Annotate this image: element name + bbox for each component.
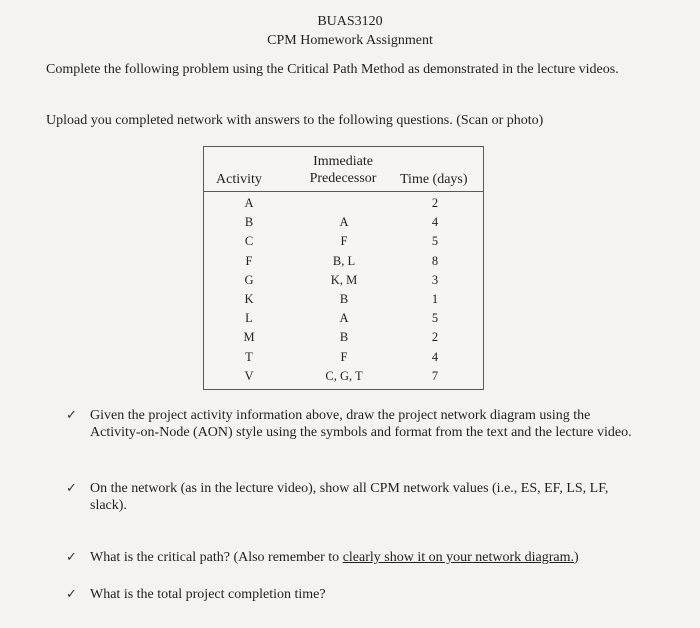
time-cell: 2	[431, 196, 439, 210]
activity-cell: C	[244, 234, 254, 249]
time-cell: 4	[431, 215, 439, 230]
predecessor-cell: B	[339, 330, 349, 345]
header-divider	[204, 191, 483, 192]
table-row	[204, 328, 483, 347]
time-cell: 4	[431, 349, 439, 364]
table-body	[204, 194, 483, 386]
question-text: What is the total project completion time?	[90, 587, 326, 602]
header-activity: Activity	[216, 172, 262, 187]
question-text-end: )	[574, 550, 579, 565]
assignment-title: CPM Homework Assignment	[267, 33, 433, 48]
header-predecessor	[300, 153, 386, 187]
question-text-start: What is the critical path? (Also remember to	[90, 550, 343, 565]
predecessor-cell: F	[340, 234, 348, 249]
predecessor-cell: F	[340, 349, 348, 364]
time-cell: 2	[431, 330, 439, 345]
header-predecessor-line2: Predecessor	[309, 171, 377, 186]
table-row	[204, 194, 483, 213]
time-cell: 8	[431, 253, 439, 268]
instructions-paragraph: Complete the following problem using the Critical Path Method as demonstrated in the lecture videos.	[46, 62, 619, 77]
time-cell: 5	[431, 311, 439, 326]
header-time: Time (days)	[400, 172, 468, 187]
table-row	[204, 213, 483, 232]
checkmark-icon: ✓	[66, 408, 77, 423]
predecessor-cell: A	[339, 215, 349, 230]
course-code: BUAS3120	[317, 14, 383, 29]
activity-cell: V	[244, 368, 254, 383]
question-text: Given the project activity information above, draw the project network diagram using the Activity-on-Node (AON) style using the symbols and format from the text and the lecture video.	[90, 408, 632, 440]
activity-cell: M	[243, 330, 255, 345]
checkmark-icon: ✓	[66, 550, 77, 565]
activity-cell: G	[244, 272, 254, 287]
predecessor-cell: A	[339, 311, 349, 326]
predecessor-cell: B, L	[332, 253, 356, 268]
table-row	[204, 367, 483, 386]
checkmark-icon: ✓	[66, 481, 77, 496]
activity-cell: K	[244, 291, 254, 306]
table-row	[204, 348, 483, 367]
question-text: On the network (as in the lecture video), show all CPM network values (i.e., ES, EF, LS, LF, slack).	[90, 481, 609, 513]
time-cell: 7	[431, 368, 439, 383]
predecessor-cell: K, M	[330, 272, 358, 287]
activity-cell: T	[245, 349, 253, 364]
upload-instructions: Upload you completed network with answers to the following questions. (Scan or photo)	[46, 113, 544, 128]
activity-cell: L	[245, 311, 253, 326]
activity-table	[203, 146, 484, 390]
underlined-emphasis: clearly show it on your network diagram.	[342, 550, 575, 565]
time-cell: 3	[431, 272, 439, 287]
activity-cell: B	[244, 215, 254, 230]
table-row	[204, 309, 483, 328]
activity-cell: A	[244, 196, 254, 210]
header-predecessor-line1: Immediate	[313, 154, 373, 169]
table-row	[204, 232, 483, 251]
table-row	[204, 290, 483, 309]
activity-cell: F	[245, 253, 253, 268]
time-cell: 5	[431, 234, 439, 249]
table-row	[204, 271, 483, 290]
question-text	[90, 549, 640, 566]
time-cell: 1	[431, 291, 439, 306]
predecessor-cell: C, G, T	[325, 368, 363, 383]
table-row	[204, 252, 483, 271]
checkmark-icon: ✓	[66, 587, 77, 602]
predecessor-cell: B	[339, 291, 349, 306]
